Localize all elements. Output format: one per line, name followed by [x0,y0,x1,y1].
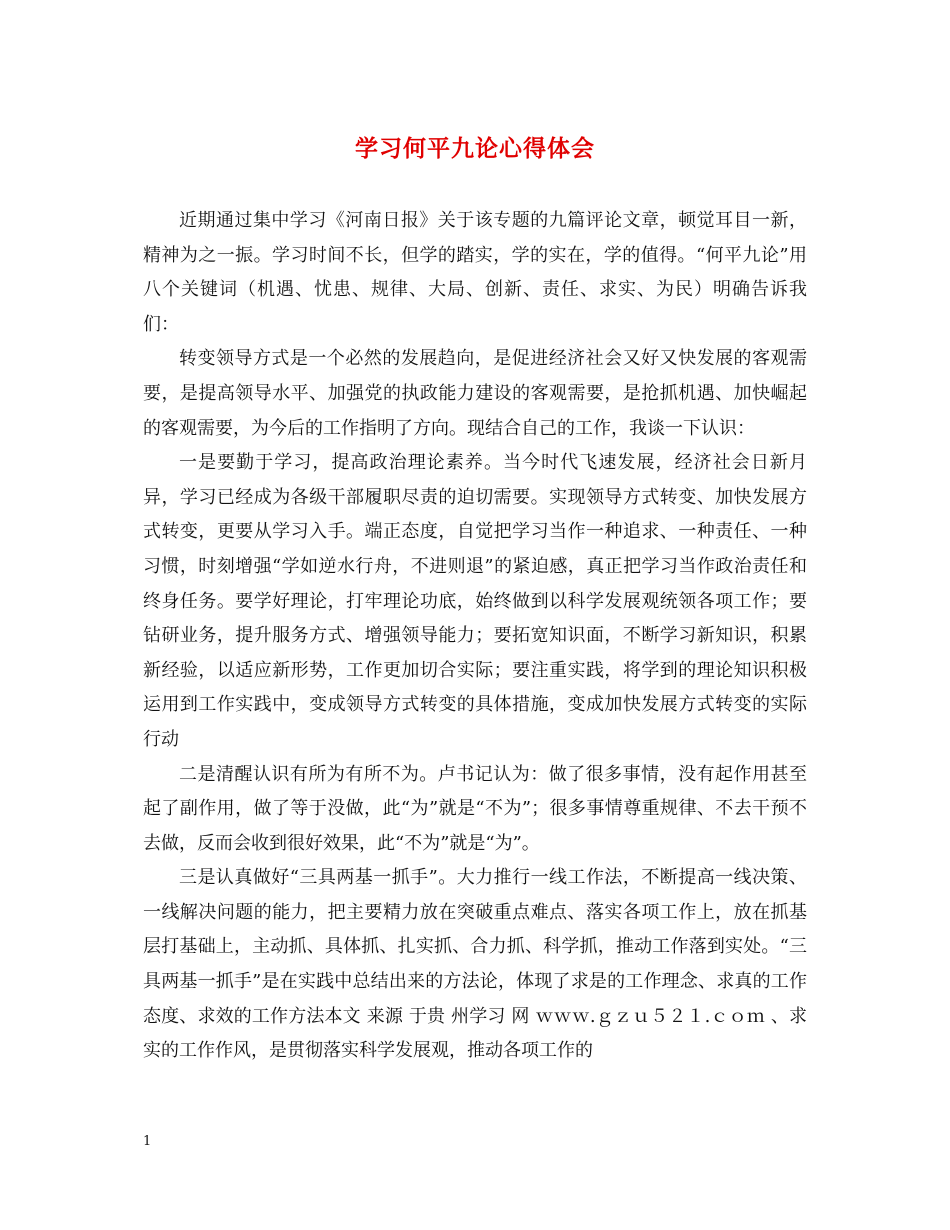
document-title: 学习何平九论心得体会 [355,136,595,162]
paragraph-leadership-change: 转变领导方式是一个必然的发展趋向，是促进经济社会又好又快发展的客观需要，是提高领导水平、加强党的执政能力建设的客观需要，是抢抓机遇、加快崛起的客观需要，为今后的工作指明了方向。现结合自己的工作，我谈一下认识： [143,348,807,439]
paragraph-point-two: 二是清醒认识有所为有所不为。卢书记认为：做了很多事情，没有起作用甚至起了副作用，做了等于没做，此“为”就是“不为”；很多事情尊重规律、不去干预不去做，反而会收到很好效果，此“不为”就是“为”。 [143,763,807,854]
paragraph-intro: 近期通过集中学习《河南日报》关于该专题的九篇评论文章，顿觉耳目一新，精神为之一振。学习时间不长，但学的踏实，学的实在，学的值得。“何平九论”用八个关键词（机遇、忧患、规律、大局、创新、责任、求实、为民）明确告诉我们： [143,210,807,335]
paragraph-point-one: 一是要勤于学习，提高政治理论素养。当今时代飞速发展，经济社会日新月异，学习已经成为各级干部履职尽责的迫切需要。实现领导方式转变、加快发展方式转变，更要从学习入手。端正态度，自觉把学习当作一种追求、一种责任、一种习惯，时刻增强“学如逆水行舟，不进则退”的紧迫感，真正把学习当作政治责任和终身任务。要学好理论，打牢理论功底，始终做到以科学发展观统领各项工作；要钻研业务，提升服务方式、增强领导能力；要拓宽知识面，不断学习新知识，积累新经验，以适应新形势，工作更加切合实际；要注重实践，将学到的理论知识积极运用到工作实践中，变成领导方式转变的具体措施，变成加快发展方式转变的实际行动 [143,452,807,750]
page-number: 1 [143,1134,152,1149]
paragraph-point-three: 三是认真做好“三具两基一抓手”。大力推行一线工作法，不断提高一线决策、一线解决问题的能力，把主要精力放在突破重点难点、落实各项工作上，放在抓基层打基础上，主动抓、具体抓、扎实抓、合力抓、科学抓，推动工作落到实处。“三具两基一抓手”是在实践中总结出来的方法论，体现了求是的工作理念、求真的工作态度、求效的工作方法本文 来源 于贵 州学习 网 ｗｗｗ.ｇｚｕ５２１.ｃｏｍ 、求实的工作作风，是贯彻落实科学发展观，推动各项工作的 [143,867,807,1062]
document-body [143,204,807,1069]
